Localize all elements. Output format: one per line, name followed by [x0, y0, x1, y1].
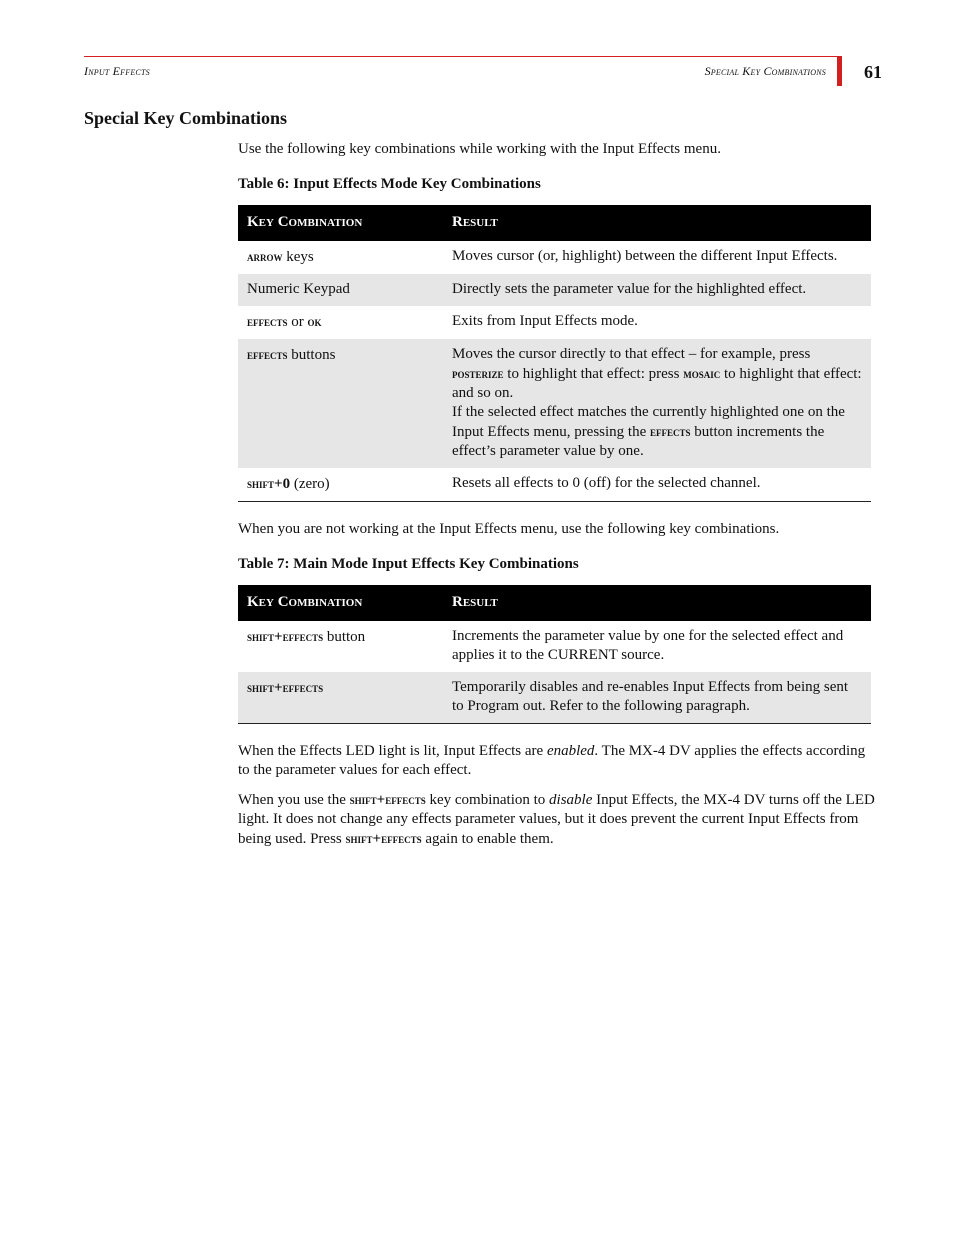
table7-header-row	[238, 585, 871, 621]
table-row	[238, 339, 871, 468]
page-number: 61	[864, 62, 882, 82]
table-row	[238, 241, 871, 274]
result-cell: Moves cursor (or, highlight) between the different Input Effects.	[452, 248, 838, 264]
table6	[238, 205, 871, 502]
table7-col-result: Result	[443, 585, 871, 621]
table7	[238, 585, 871, 724]
key-cell: effects buttons	[238, 339, 443, 468]
table7-col-key: Key Combination	[238, 585, 443, 621]
table6-col-result: Result	[443, 205, 871, 241]
intro-text: Use the following key combinations while working with the Input Effects menu.	[238, 141, 721, 157]
header-accent-bar	[837, 56, 842, 86]
table6-col-key: Key Combination	[238, 205, 443, 241]
paragraph-disable: When you use the shift+effects key combination to disable Input Effects, the MX-4 DV turns off the LED light. It does not change any effects parameter values, but it does prevent the current Input Effects from being used. Press shift+effects again to enable them.	[238, 792, 875, 847]
result-cell: Temporarily disables and re-enables Input Effects from being sent to Program out. Refer to the following paragraph.	[443, 672, 871, 724]
result-cell: Exits from Input Effects mode.	[452, 313, 638, 329]
key-cell: Numeric Keypad	[238, 274, 443, 306]
table7-caption: Table 7: Main Mode Input Effects Key Combinations	[238, 556, 579, 572]
key-cell: shift+effects	[238, 672, 443, 724]
paragraph-enabled: When the Effects LED light is lit, Input Effects are enabled. The MX-4 DV applies the effects according to the parameter values for each effect.	[238, 743, 866, 778]
header-chapter: Input Effects	[84, 64, 150, 78]
table6-caption: Table 6: Input Effects Mode Key Combinations	[238, 176, 541, 192]
result-cell: Directly sets the parameter value for the highlighted effect.	[443, 274, 871, 306]
section-title: Special Key Combinations	[84, 108, 288, 128]
content	[238, 140, 876, 849]
table-row	[238, 621, 871, 672]
key-cell: shift+0 (zero)	[247, 476, 330, 492]
key-cell: effects or ok	[247, 314, 322, 330]
result-cell: Moves the cursor directly to that effect – for example, press posterize to highlight that effect: press mosaic to highlight that effect: and so on. If the selected effect matches the currently highlighted one on the Input Effects menu, pressing the effects button increments the effect’s parameter value by one.	[443, 339, 871, 468]
result-cell: Increments the parameter value by one for the selected effect and applies it to the CURRENT source.	[452, 628, 844, 663]
table-row	[238, 672, 871, 724]
mid-text: When you are not working at the Input Effects menu, use the following key combinations.	[238, 521, 780, 537]
table6-header-row	[238, 205, 871, 241]
result-cell: Resets all effects to 0 (off) for the selected channel.	[452, 475, 761, 491]
header-rule	[84, 56, 840, 57]
key-cell: arrow keys	[247, 249, 314, 265]
header-section: Special Key Combinations	[704, 64, 826, 78]
table-row	[238, 274, 871, 306]
table-row	[238, 306, 871, 339]
key-cell: shift+effects button	[247, 629, 366, 645]
table-row	[238, 468, 871, 502]
